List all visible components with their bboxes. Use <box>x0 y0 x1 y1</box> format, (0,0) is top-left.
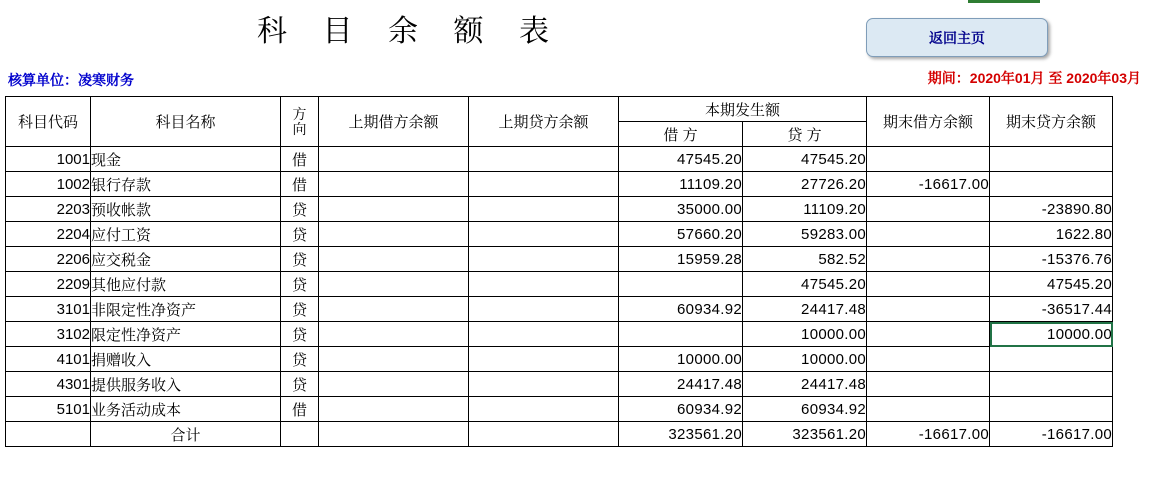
cell-end-credit[interactable]: -15376.76 <box>990 247 1113 272</box>
cell-current-credit[interactable]: 10000.00 <box>743 347 867 372</box>
cell-prev-credit[interactable] <box>469 297 619 322</box>
cell-prev-debit[interactable] <box>319 397 469 422</box>
cell-current-debit[interactable]: 35000.00 <box>619 197 743 222</box>
accounting-unit-label: 核算单位： <box>8 72 78 88</box>
cell-end-debit[interactable] <box>867 222 990 247</box>
cell-name[interactable]: 预收帐款 <box>91 197 281 222</box>
cell-code[interactable]: 2204 <box>6 222 91 247</box>
cell-prev-credit[interactable] <box>469 272 619 297</box>
cell-current-debit[interactable]: 60934.92 <box>619 397 743 422</box>
balance-table <box>5 96 1113 447</box>
cell-direction[interactable]: 贷 <box>281 297 319 322</box>
table-row[interactable] <box>6 197 1113 222</box>
cell-prev-debit[interactable] <box>319 222 469 247</box>
period-middle: 至 <box>1048 70 1063 86</box>
cell-name[interactable]: 合计 <box>91 422 281 447</box>
cell-prev-credit[interactable] <box>469 147 619 172</box>
cell-end-debit[interactable] <box>867 247 990 272</box>
cell-current-credit[interactable]: 24417.48 <box>743 372 867 397</box>
cell-prev-debit[interactable] <box>319 247 469 272</box>
cell-direction[interactable] <box>281 422 319 447</box>
cell-name[interactable]: 其他应付款 <box>91 272 281 297</box>
period-label: 期间： <box>927 70 970 86</box>
page-title: 科 目 余 额 表 <box>257 15 563 48</box>
table-row[interactable] <box>6 372 1113 397</box>
cell-direction[interactable]: 贷 <box>281 222 319 247</box>
cell-name[interactable]: 限定性净资产 <box>91 322 281 347</box>
accounting-unit <box>8 70 134 90</box>
table-row[interactable] <box>6 297 1113 322</box>
cell-current-credit[interactable]: 323561.20 <box>743 422 867 447</box>
cell-current-credit[interactable]: 27726.20 <box>743 172 867 197</box>
header-prev-credit: 上期贷方余额 <box>469 97 619 147</box>
cell-current-debit[interactable]: 15959.28 <box>619 247 743 272</box>
cell-name[interactable]: 现金 <box>91 147 281 172</box>
table-row[interactable] <box>6 422 1113 447</box>
cell-current-debit[interactable]: 60934.92 <box>619 297 743 322</box>
cell-name[interactable]: 捐赠收入 <box>91 347 281 372</box>
cell-prev-debit[interactable] <box>319 422 469 447</box>
cell-current-credit[interactable]: 60934.92 <box>743 397 867 422</box>
cell-end-credit[interactable]: -36517.44 <box>990 297 1113 322</box>
cell-current-debit[interactable]: 47545.20 <box>619 147 743 172</box>
table-row[interactable] <box>6 222 1113 247</box>
cell-current-debit[interactable] <box>619 272 743 297</box>
cell-code[interactable]: 5101 <box>6 397 91 422</box>
cell-code[interactable]: 2209 <box>6 272 91 297</box>
cell-prev-debit[interactable] <box>319 147 469 172</box>
cell-current-debit[interactable] <box>619 322 743 347</box>
cell-current-debit[interactable]: 10000.00 <box>619 347 743 372</box>
table-row[interactable] <box>6 397 1113 422</box>
header-end-credit: 期末贷方余额 <box>990 97 1113 147</box>
cell-code[interactable]: 1001 <box>6 147 91 172</box>
cell-direction[interactable]: 借 <box>281 147 319 172</box>
table-row[interactable] <box>6 322 1113 347</box>
cell-prev-credit[interactable] <box>469 172 619 197</box>
cell-current-credit[interactable]: 59283.00 <box>743 222 867 247</box>
balance-table-body <box>6 147 1113 447</box>
cell-current-credit[interactable]: 24417.48 <box>743 297 867 322</box>
cell-current-debit[interactable]: 57660.20 <box>619 222 743 247</box>
cell-direction[interactable]: 贷 <box>281 197 319 222</box>
cell-current-credit[interactable]: 11109.20 <box>743 197 867 222</box>
cell-end-debit[interactable] <box>867 297 990 322</box>
header-name: 科目名称 <box>91 97 281 147</box>
cell-code[interactable]: 3102 <box>6 322 91 347</box>
cell-current-credit[interactable]: 47545.20 <box>743 147 867 172</box>
cell-code[interactable]: 1002 <box>6 172 91 197</box>
cell-end-credit[interactable] <box>990 147 1113 172</box>
table-row[interactable] <box>6 347 1113 372</box>
header-code: 科目代码 <box>6 97 91 147</box>
cell-name[interactable]: 业务活动成本 <box>91 397 281 422</box>
return-home-button-label: 返回主页 <box>929 29 985 46</box>
cell-prev-debit[interactable] <box>319 197 469 222</box>
cell-prev-debit[interactable] <box>319 322 469 347</box>
cell-prev-credit[interactable] <box>469 222 619 247</box>
cell-end-debit[interactable] <box>867 372 990 397</box>
table-row[interactable] <box>6 247 1113 272</box>
cell-direction[interactable]: 贷 <box>281 347 319 372</box>
cell-code[interactable]: 2203 <box>6 197 91 222</box>
accounting-unit-value: 凌寒财务 <box>78 72 134 88</box>
cell-end-credit[interactable]: -23890.80 <box>990 197 1113 222</box>
cell-prev-debit[interactable] <box>319 172 469 197</box>
cell-end-credit[interactable] <box>990 397 1113 422</box>
cell-direction[interactable]: 贷 <box>281 247 319 272</box>
cell-direction[interactable]: 贷 <box>281 322 319 347</box>
cell-name[interactable]: 应付工资 <box>91 222 281 247</box>
cell-end-credit[interactable] <box>990 172 1113 197</box>
cell-prev-credit[interactable] <box>469 197 619 222</box>
header-end-debit: 期末借方余额 <box>867 97 990 147</box>
cell-end-debit[interactable] <box>867 397 990 422</box>
header-current-credit: 贷 方 <box>743 122 867 147</box>
cell-code[interactable]: 4101 <box>6 347 91 372</box>
period-range <box>928 68 1141 88</box>
cell-direction[interactable]: 借 <box>281 172 319 197</box>
cell-current-debit[interactable]: 24417.48 <box>619 372 743 397</box>
selection-accent-bar <box>968 0 1040 3</box>
cell-direction[interactable]: 贷 <box>281 372 319 397</box>
cell-name[interactable]: 银行存款 <box>91 172 281 197</box>
table-row[interactable] <box>6 272 1113 297</box>
cell-direction[interactable]: 贷 <box>281 272 319 297</box>
cell-prev-credit[interactable] <box>469 247 619 272</box>
cell-end-debit[interactable] <box>867 147 990 172</box>
cell-direction[interactable]: 借 <box>281 397 319 422</box>
cell-end-debit[interactable] <box>867 347 990 372</box>
cell-prev-debit[interactable] <box>319 347 469 372</box>
cell-current-credit[interactable]: 10000.00 <box>743 322 867 347</box>
cell-prev-debit[interactable] <box>319 272 469 297</box>
cell-code[interactable]: 2206 <box>6 247 91 272</box>
header-direction-line1: 方 <box>292 105 307 122</box>
cell-end-credit[interactable]: -16617.00 <box>990 422 1113 447</box>
cell-prev-debit[interactable] <box>319 372 469 397</box>
cell-end-debit[interactable] <box>867 272 990 297</box>
cell-end-debit[interactable] <box>867 197 990 222</box>
header-current-debit: 借 方 <box>619 122 743 147</box>
cell-end-credit[interactable] <box>990 372 1113 397</box>
period-end: 2020年03月 <box>1066 70 1141 86</box>
period-start: 2020年01月 <box>969 70 1045 86</box>
cell-name[interactable]: 非限定性净资产 <box>91 297 281 322</box>
cell-end-credit[interactable]: 47545.20 <box>990 272 1113 297</box>
return-home-button[interactable] <box>866 18 1048 57</box>
cell-current-credit[interactable]: 582.52 <box>743 247 867 272</box>
cell-code[interactable]: 3101 <box>6 297 91 322</box>
cell-code[interactable] <box>6 422 91 447</box>
table-row[interactable] <box>6 147 1113 172</box>
cell-end-credit[interactable] <box>990 347 1113 372</box>
cell-current-credit[interactable]: 47545.20 <box>743 272 867 297</box>
table-row[interactable] <box>6 172 1113 197</box>
cell-prev-credit[interactable] <box>469 422 619 447</box>
header-direction-line2: 向 <box>292 120 307 137</box>
cell-end-debit[interactable]: -16617.00 <box>867 172 990 197</box>
cell-current-debit[interactable]: 323561.20 <box>619 422 743 447</box>
cell-prev-credit[interactable] <box>469 372 619 397</box>
cell-end-debit[interactable] <box>867 322 990 347</box>
cell-name[interactable]: 提供服务收入 <box>91 372 281 397</box>
cell-name[interactable]: 应交税金 <box>91 247 281 272</box>
cell-prev-credit[interactable] <box>469 397 619 422</box>
cell-prev-debit[interactable] <box>319 297 469 322</box>
header-direction <box>281 97 319 147</box>
cell-current-debit[interactable]: 11109.20 <box>619 172 743 197</box>
cell-end-credit[interactable]: 10000.00 <box>990 322 1113 347</box>
cell-code[interactable]: 4301 <box>6 372 91 397</box>
cell-prev-credit[interactable] <box>469 322 619 347</box>
cell-prev-credit[interactable] <box>469 347 619 372</box>
cell-end-debit[interactable]: -16617.00 <box>867 422 990 447</box>
header-prev-debit: 上期借方余额 <box>319 97 469 147</box>
header-current-group: 本期发生额 <box>619 97 867 122</box>
cell-end-credit[interactable]: 1622.80 <box>990 222 1113 247</box>
